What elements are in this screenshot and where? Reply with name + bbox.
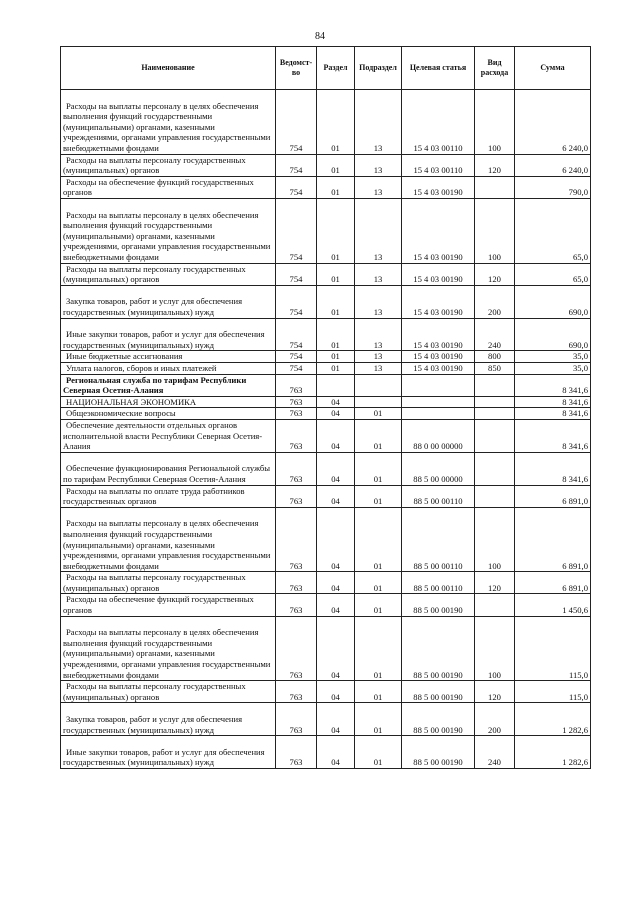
header-department: Ведомст-во (276, 47, 317, 90)
table-row (61, 419, 591, 452)
cell-section: 01 (317, 285, 355, 318)
cell-section: 04 (317, 594, 355, 616)
cell-department: 763 (276, 703, 317, 736)
cell-target-item: 15 4 03 00190 (402, 285, 475, 318)
table-row (61, 362, 591, 374)
cell-amount: 1 450,6 (515, 594, 591, 616)
table-row (61, 452, 591, 485)
cell-name: Уплата налогов, сборов и иных платежей (61, 362, 276, 374)
cell-subsection: 13 (355, 351, 402, 363)
table-row (61, 485, 591, 507)
cell-name: Расходы на выплаты персоналу государственных (муниципальных) органов (61, 154, 276, 176)
cell-department: 754 (276, 154, 317, 176)
cell-expense-type: 100 (475, 616, 515, 681)
table-row (61, 90, 591, 155)
cell-section: 04 (317, 396, 355, 408)
cell-department: 754 (276, 318, 317, 351)
cell-section: 01 (317, 318, 355, 351)
cell-department: 754 (276, 285, 317, 318)
cell-subsection: 01 (355, 736, 402, 769)
cell-target-item (402, 408, 475, 420)
table-row (61, 198, 591, 263)
table-row (61, 318, 591, 351)
cell-name: Общеэкономические вопросы (61, 408, 276, 420)
cell-section: 04 (317, 485, 355, 507)
cell-target-item: 15 4 03 00190 (402, 263, 475, 285)
page-number: 84 (315, 31, 325, 42)
cell-department: 763 (276, 736, 317, 769)
cell-expense-type: 120 (475, 263, 515, 285)
cell-target-item: 15 4 03 00190 (402, 198, 475, 263)
cell-department: 763 (276, 408, 317, 420)
cell-section: 04 (317, 507, 355, 572)
table-row (61, 594, 591, 616)
cell-section: 04 (317, 452, 355, 485)
cell-amount: 8 341,6 (515, 452, 591, 485)
cell-expense-type: 120 (475, 154, 515, 176)
cell-target-item: 88 5 00 00110 (402, 485, 475, 507)
cell-name: Расходы на обеспечение функций государственных органов (61, 594, 276, 616)
cell-target-item: 15 4 03 00110 (402, 90, 475, 155)
cell-target-item: 88 5 00 00190 (402, 681, 475, 703)
cell-subsection: 01 (355, 572, 402, 594)
table-row (61, 154, 591, 176)
cell-department: 763 (276, 396, 317, 408)
header-target-item: Целевая статья (402, 47, 475, 90)
cell-target-item: 15 4 03 00190 (402, 362, 475, 374)
table-row (61, 408, 591, 420)
cell-section: 01 (317, 263, 355, 285)
cell-department: 763 (276, 507, 317, 572)
cell-subsection (355, 374, 402, 396)
cell-name: Расходы на выплаты персоналу в целях обеспечения выполнения функций государственными (муниципальными) органами, казенными учреждениями, органами управления государственными внебюджетными фондами (61, 198, 276, 263)
cell-subsection: 01 (355, 419, 402, 452)
table-header-row (61, 47, 591, 90)
cell-section: 01 (317, 176, 355, 198)
cell-expense-type (475, 396, 515, 408)
cell-amount: 6 891,0 (515, 507, 591, 572)
cell-name: Обеспечение функционирования Региональной службы по тарифам Республики Северная Осетия-Алания (61, 452, 276, 485)
cell-subsection: 01 (355, 703, 402, 736)
cell-name: Закупка товаров, работ и услуг для обеспечения государственных (муниципальных) нужд (61, 285, 276, 318)
cell-amount: 790,0 (515, 176, 591, 198)
cell-section: 01 (317, 351, 355, 363)
cell-expense-type (475, 452, 515, 485)
cell-subsection: 13 (355, 154, 402, 176)
cell-amount: 35,0 (515, 351, 591, 363)
cell-expense-type: 240 (475, 736, 515, 769)
cell-target-item: 88 5 00 00190 (402, 616, 475, 681)
cell-target-item: 88 5 00 00190 (402, 703, 475, 736)
cell-target-item: 88 5 00 00110 (402, 507, 475, 572)
cell-amount: 35,0 (515, 362, 591, 374)
header-subsection: Подраздел (355, 47, 402, 90)
cell-target-item: 88 5 00 00190 (402, 736, 475, 769)
cell-amount: 8 341,6 (515, 408, 591, 420)
cell-section: 04 (317, 703, 355, 736)
table-row (61, 507, 591, 572)
cell-name: Обеспечение деятельности отдельных органов исполнительной власти Республики Северная Осетия-Алания (61, 419, 276, 452)
cell-department: 763 (276, 616, 317, 681)
header-amount: Сумма (515, 47, 591, 90)
cell-section: 01 (317, 362, 355, 374)
cell-expense-type: 120 (475, 681, 515, 703)
cell-target-item: 15 4 03 00190 (402, 176, 475, 198)
cell-subsection: 13 (355, 285, 402, 318)
cell-expense-type: 200 (475, 285, 515, 318)
cell-expense-type (475, 408, 515, 420)
cell-section: 04 (317, 681, 355, 703)
cell-section: 04 (317, 572, 355, 594)
cell-section (317, 374, 355, 396)
cell-department: 763 (276, 419, 317, 452)
header-expense-type: Вид расхода (475, 47, 515, 90)
cell-subsection: 01 (355, 616, 402, 681)
cell-name: Иные бюджетные ассигнования (61, 351, 276, 363)
cell-department: 763 (276, 485, 317, 507)
cell-name: Иные закупки товаров, работ и услуг для обеспечения государственных (муниципальных) нужд (61, 318, 276, 351)
cell-department: 754 (276, 362, 317, 374)
cell-subsection: 01 (355, 408, 402, 420)
budget-table (60, 46, 591, 769)
cell-amount: 65,0 (515, 198, 591, 263)
cell-expense-type: 100 (475, 198, 515, 263)
cell-target-item: 15 4 03 00110 (402, 154, 475, 176)
cell-section: 01 (317, 90, 355, 155)
cell-section: 04 (317, 736, 355, 769)
cell-amount: 6 240,0 (515, 90, 591, 155)
cell-subsection: 01 (355, 485, 402, 507)
cell-subsection: 01 (355, 594, 402, 616)
cell-subsection (355, 396, 402, 408)
cell-name: Расходы на выплаты персоналу в целях обеспечения выполнения функций государственными (муниципальными) органами, казенными учреждениями, органами управления государственными внебюджетными фондами (61, 616, 276, 681)
header-section: Раздел (317, 47, 355, 90)
cell-name: НАЦИОНАЛЬНАЯ ЭКОНОМИКА (61, 396, 276, 408)
cell-target-item: 15 4 03 00190 (402, 351, 475, 363)
cell-subsection: 13 (355, 198, 402, 263)
cell-target-item: 88 0 00 00000 (402, 419, 475, 452)
cell-section: 04 (317, 616, 355, 681)
table-row (61, 285, 591, 318)
cell-department: 763 (276, 681, 317, 703)
cell-subsection: 13 (355, 90, 402, 155)
cell-department: 754 (276, 351, 317, 363)
cell-department: 754 (276, 263, 317, 285)
cell-amount: 690,0 (515, 285, 591, 318)
table-row (61, 263, 591, 285)
cell-expense-type (475, 594, 515, 616)
cell-expense-type: 120 (475, 572, 515, 594)
cell-subsection: 01 (355, 452, 402, 485)
cell-target-item: 88 5 00 00110 (402, 572, 475, 594)
header-name: Наименование (61, 47, 276, 90)
cell-target-item (402, 374, 475, 396)
table-row (61, 396, 591, 408)
cell-expense-type: 240 (475, 318, 515, 351)
cell-amount: 690,0 (515, 318, 591, 351)
cell-amount: 6 891,0 (515, 485, 591, 507)
cell-expense-type (475, 419, 515, 452)
table-row (61, 374, 591, 396)
table-row (61, 616, 591, 681)
table-row (61, 681, 591, 703)
cell-expense-type (475, 176, 515, 198)
cell-name: Расходы на выплаты персоналу государственных (муниципальных) органов (61, 681, 276, 703)
cell-amount: 8 341,6 (515, 419, 591, 452)
cell-name: Региональная служба по тарифам Республики Северная Осетия-Алания (61, 374, 276, 396)
cell-department: 763 (276, 572, 317, 594)
cell-target-item: 88 5 00 00190 (402, 594, 475, 616)
cell-expense-type: 100 (475, 507, 515, 572)
cell-department: 754 (276, 90, 317, 155)
cell-subsection: 13 (355, 176, 402, 198)
cell-section: 01 (317, 198, 355, 263)
cell-name: Расходы на выплаты персоналу государственных (муниципальных) органов (61, 263, 276, 285)
cell-subsection: 13 (355, 318, 402, 351)
cell-name: Расходы на обеспечение функций государственных органов (61, 176, 276, 198)
table-row (61, 176, 591, 198)
table-row (61, 703, 591, 736)
cell-target-item (402, 396, 475, 408)
cell-name: Расходы на выплаты персоналу государственных (муниципальных) органов (61, 572, 276, 594)
cell-target-item: 15 4 03 00190 (402, 318, 475, 351)
cell-target-item: 88 5 00 00000 (402, 452, 475, 485)
cell-department: 763 (276, 374, 317, 396)
cell-amount: 65,0 (515, 263, 591, 285)
cell-department: 763 (276, 594, 317, 616)
cell-expense-type: 100 (475, 90, 515, 155)
cell-name: Расходы на выплаты персоналу в целях обеспечения выполнения функций государственными (муниципальными) органами, казенными учреждениями, органами управления государственными внебюджетными фондами (61, 90, 276, 155)
cell-expense-type: 200 (475, 703, 515, 736)
cell-amount: 6 240,0 (515, 154, 591, 176)
cell-name: Иные закупки товаров, работ и услуг для обеспечения государственных (муниципальных) нужд (61, 736, 276, 769)
cell-expense-type (475, 485, 515, 507)
cell-subsection: 13 (355, 263, 402, 285)
cell-amount: 1 282,6 (515, 736, 591, 769)
cell-subsection: 01 (355, 681, 402, 703)
cell-amount: 1 282,6 (515, 703, 591, 736)
table-row (61, 572, 591, 594)
cell-department: 754 (276, 176, 317, 198)
cell-department: 754 (276, 198, 317, 263)
cell-section: 04 (317, 419, 355, 452)
cell-amount: 6 891,0 (515, 572, 591, 594)
cell-amount: 8 341,6 (515, 374, 591, 396)
cell-subsection: 01 (355, 507, 402, 572)
cell-name: Расходы на выплаты по оплате труда работников государственных органов (61, 485, 276, 507)
table-row (61, 351, 591, 363)
cell-expense-type: 850 (475, 362, 515, 374)
cell-department: 763 (276, 452, 317, 485)
cell-section: 04 (317, 408, 355, 420)
cell-name: Расходы на выплаты персоналу в целях обеспечения выполнения функций государственными (муниципальными) органами, казенными учреждениями, органами управления государственными внебюджетными фондами (61, 507, 276, 572)
cell-expense-type: 800 (475, 351, 515, 363)
cell-amount: 115,0 (515, 681, 591, 703)
cell-expense-type (475, 374, 515, 396)
cell-amount: 8 341,6 (515, 396, 591, 408)
table-row (61, 736, 591, 769)
cell-name: Закупка товаров, работ и услуг для обеспечения государственных (муниципальных) нужд (61, 703, 276, 736)
cell-amount: 115,0 (515, 616, 591, 681)
cell-subsection: 13 (355, 362, 402, 374)
cell-section: 01 (317, 154, 355, 176)
